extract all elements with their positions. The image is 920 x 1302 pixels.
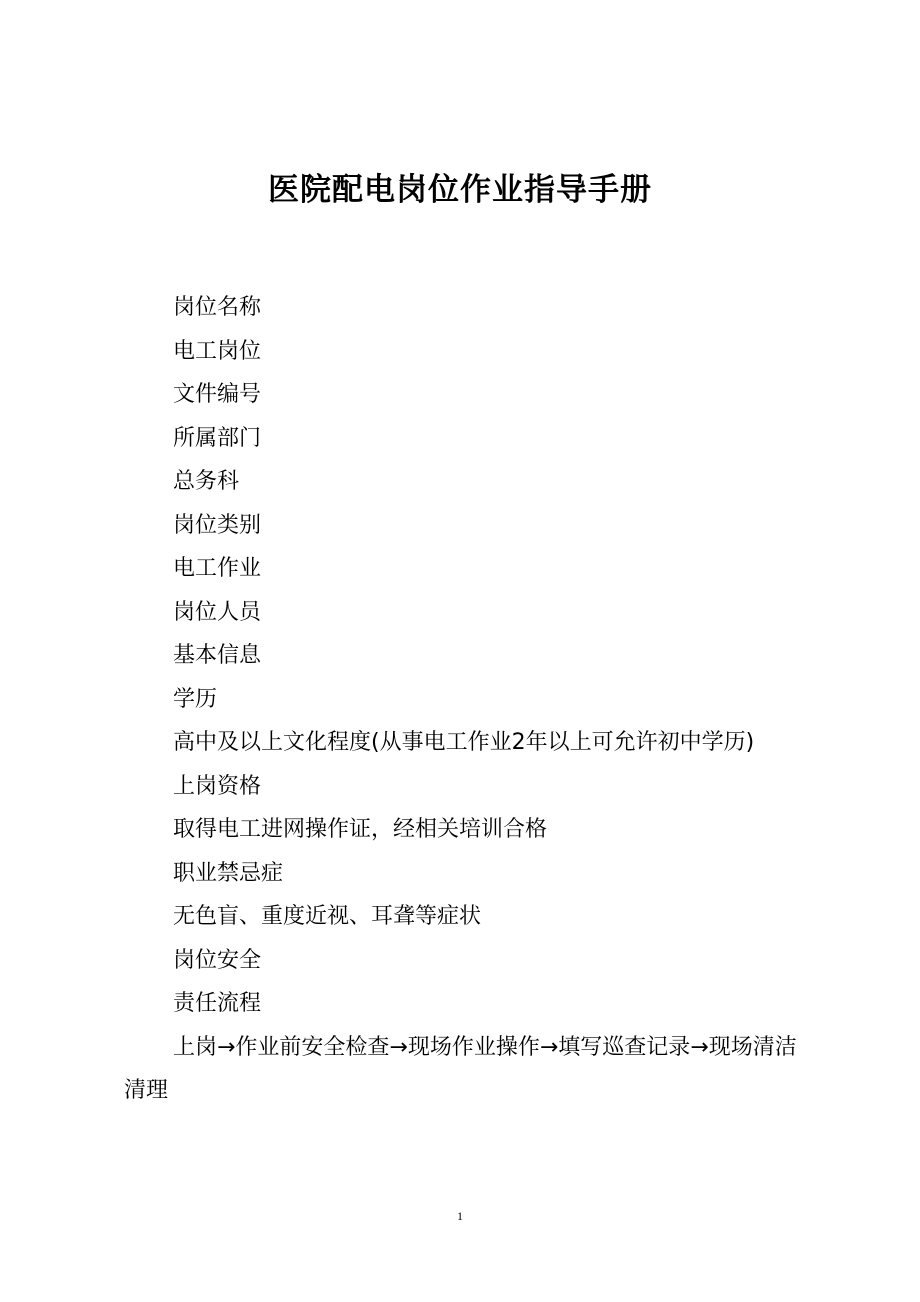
paragraph: 取得电工进网操作证，经相关培训合格 bbox=[173, 817, 548, 842]
paragraph: 岗位类别 bbox=[173, 512, 262, 538]
paragraph: 电工作业 bbox=[173, 556, 262, 581]
paragraph: 岗位安全 bbox=[173, 947, 262, 973]
paragraph: 学历 bbox=[173, 686, 218, 712]
page-number: 1 bbox=[457, 1209, 463, 1223]
paragraph: 所属部门 bbox=[173, 425, 262, 451]
paragraph: 责任流程 bbox=[173, 991, 262, 1016]
paragraph: 职业禁忌症 bbox=[173, 860, 284, 886]
paragraph: 电工岗位 bbox=[173, 338, 262, 364]
paragraph: 岗位人员 bbox=[173, 599, 262, 625]
paragraph: 无色盲、重度近视、耳聋等症状 bbox=[173, 904, 482, 929]
paragraph: 文件编号 bbox=[173, 382, 262, 407]
paragraph: 高中及以上文化程度(从事电工作业2年以上可允许初中学历) bbox=[173, 730, 755, 755]
document-body bbox=[124, 286, 814, 1113]
paragraph: 上岗→作业前安全检查→现场作业操作→填写巡查记录→现场清洁清理 bbox=[124, 1034, 797, 1103]
document-title: 医院配电岗位作业指导手册 bbox=[268, 172, 652, 208]
paragraph: 基本信息 bbox=[173, 643, 262, 668]
paragraph: 总务科 bbox=[173, 469, 240, 494]
paragraph: 上岗资格 bbox=[173, 773, 262, 799]
paragraph: 岗位名称 bbox=[173, 295, 262, 320]
